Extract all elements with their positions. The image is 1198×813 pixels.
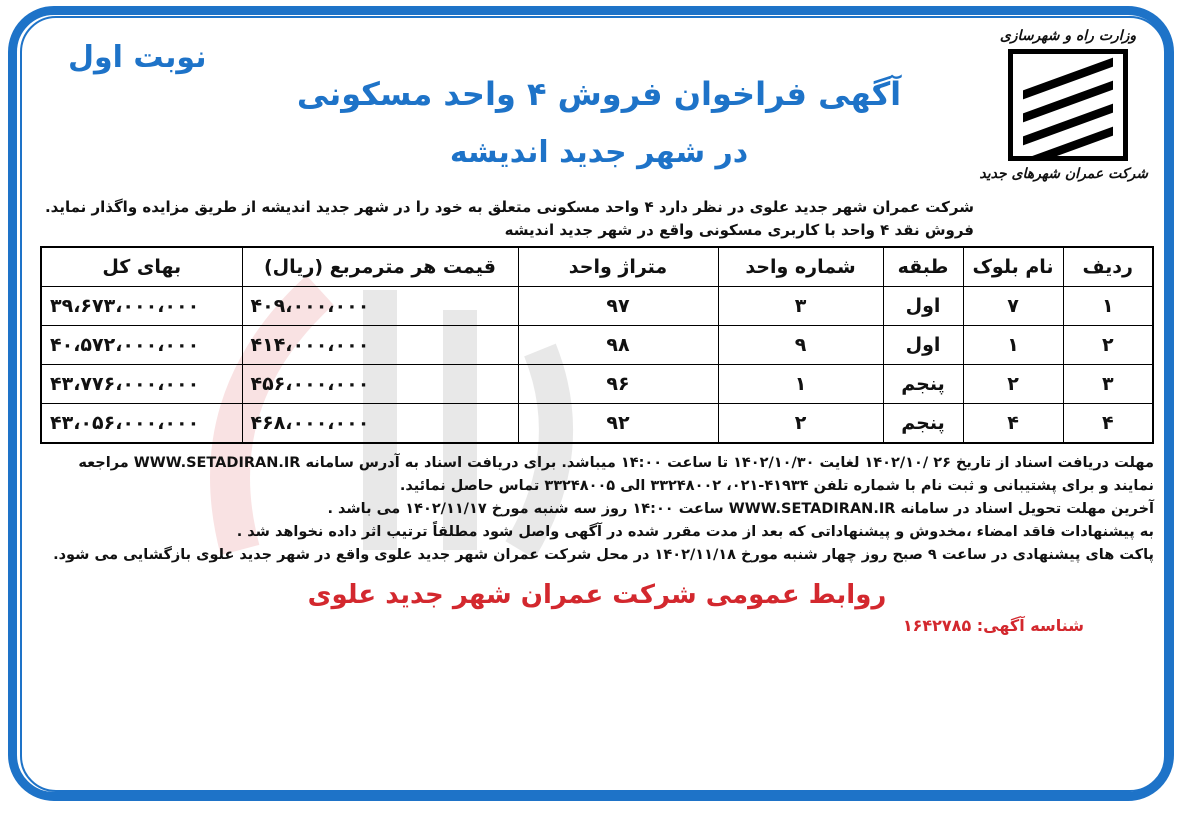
note-paragraph: پاکت های پیشنهادی در ساعت ۹ صبح روز چهار شنبه مورخ ۱۴۰۲/۱۱/۱۸ در محل شرکت عمران شهر جدید علوی واقع در شهر جدید علوی بازگشایی می شود. [53,547,1154,563]
table-cell: پنجم [883,404,963,444]
table-cell: ۴ [1063,404,1153,444]
logo-mark [1008,49,1128,161]
note-paragraph: به پیشنهادات فاقد امضاء ،مخدوش و پیشنهاداتی که بعد از مدت مقرر شده در آگهی واصل شود مطلقاً ترتیب اثر داده نخواهد شد . [236,524,1154,540]
table-cell: ۴۳،۷۷۶،۰۰۰،۰۰۰ [41,365,242,404]
column-header: شماره واحد [718,247,883,287]
table-cell: پنجم [883,365,963,404]
table-cell: ۱ [718,365,883,404]
table-cell: ۴۱۴،۰۰۰،۰۰۰ [242,326,518,365]
page-title: آگهی فراخوان فروش ۴ واحد مسکونی [296,75,902,113]
table-cell: ۹ [718,326,883,365]
table-cell: ۷ [963,287,1063,326]
main-content [40,196,1154,637]
table-cell: ۳ [718,287,883,326]
table-row [41,326,1153,365]
table-cell: ۴۶۸،۰۰۰،۰۰۰ [242,404,518,444]
ad-id: شناسه آگهی: ۱۶۴۲۷۸۵ [902,616,1084,635]
note-paragraph: آخرین مهلت تحویل اسناد در سامانه WWW.SETADIRAN.IR ساعت ۱۴:۰۰ روز سه شنبه مورخ ۱۴۰۲/۱۱/۱۷ می باشد . [327,501,1154,517]
table-cell: ۴۰۹،۰۰۰،۰۰۰ [242,287,518,326]
notes [40,452,1154,567]
table-cell: ۲ [963,365,1063,404]
units-table [40,246,1154,444]
table-cell: ۲ [1063,326,1153,365]
table-cell: ۳۹،۶۷۳،۰۰۰،۰۰۰ [41,287,242,326]
table-cell: ۴۵۶،۰۰۰،۰۰۰ [242,365,518,404]
table-cell: ۴۳،۰۵۶،۰۰۰،۰۰۰ [41,404,242,444]
table-cell: ۹۶ [518,365,718,404]
column-header: قیمت هر مترمربع (ریال) [242,247,518,287]
intro-line: شرکت عمران شهر جدید علوی در نظر دارد ۴ واحد مسکونی متعلق به خود را در شهر جدید اندیشه از طریق مزایده واگذار نماید. [44,198,974,216]
table-row [41,287,1153,326]
table-cell: ۱ [1063,287,1153,326]
table-cell: ۳ [1063,365,1153,404]
publication-round: نوبت اول [68,40,207,75]
column-header: بهای کل [41,247,242,287]
table-cell: ۴۰،۵۷۲،۰۰۰،۰۰۰ [41,326,242,365]
table-cell: ۹۷ [518,287,718,326]
intro-text [40,196,974,242]
column-header: ردیف [1063,247,1153,287]
logo-top-text: وزارت راه و شهرسازی [999,28,1137,44]
public-relations-signature: روابط عمومی شرکت عمران شهر جدید علوی [307,580,887,610]
table-row [41,404,1153,444]
page-subtitle: در شهر جدید اندیشه [449,135,749,170]
intro-line: فروش نقد ۴ واحد با کاربری مسکونی واقع در شهر جدید اندیشه [504,221,974,239]
table-header-row [41,247,1153,287]
note-paragraph: مهلت دریافت اسناد از تاریخ ۲۶ /۱۴۰۲/۱۰ لغایت ۱۴۰۲/۱۰/۳۰ تا ساعت ۱۴:۰۰ میباشد. برای دریافت اسناد به آدرس سامانه WWW.SETADIRAN.IR مراجعه نمایند و برای پشتیبانی و ثبت نام با شماره تلفن ۴۱۹۳۴-۰۲۱، ۳۳۲۴۸۰۰۲ الی ۳۳۲۴۸۰۰۵ تماس حاصل نمائید. [78,455,1154,494]
table-cell: اول [883,326,963,365]
column-header: طبقه [883,247,963,287]
table-cell: ۹۲ [518,404,718,444]
table-row [41,365,1153,404]
logo-bottom-text: شرکت عمران شهرهای جدید [979,166,1148,182]
table-cell: اول [883,287,963,326]
table-cell: ۹۸ [518,326,718,365]
table-cell: ۲ [718,404,883,444]
table-cell: ۱ [963,326,1063,365]
column-header: نام بلوک [963,247,1063,287]
ministry-logo [979,28,1148,182]
column-header: متراژ واحد [518,247,718,287]
table-cell: ۴ [963,404,1063,444]
